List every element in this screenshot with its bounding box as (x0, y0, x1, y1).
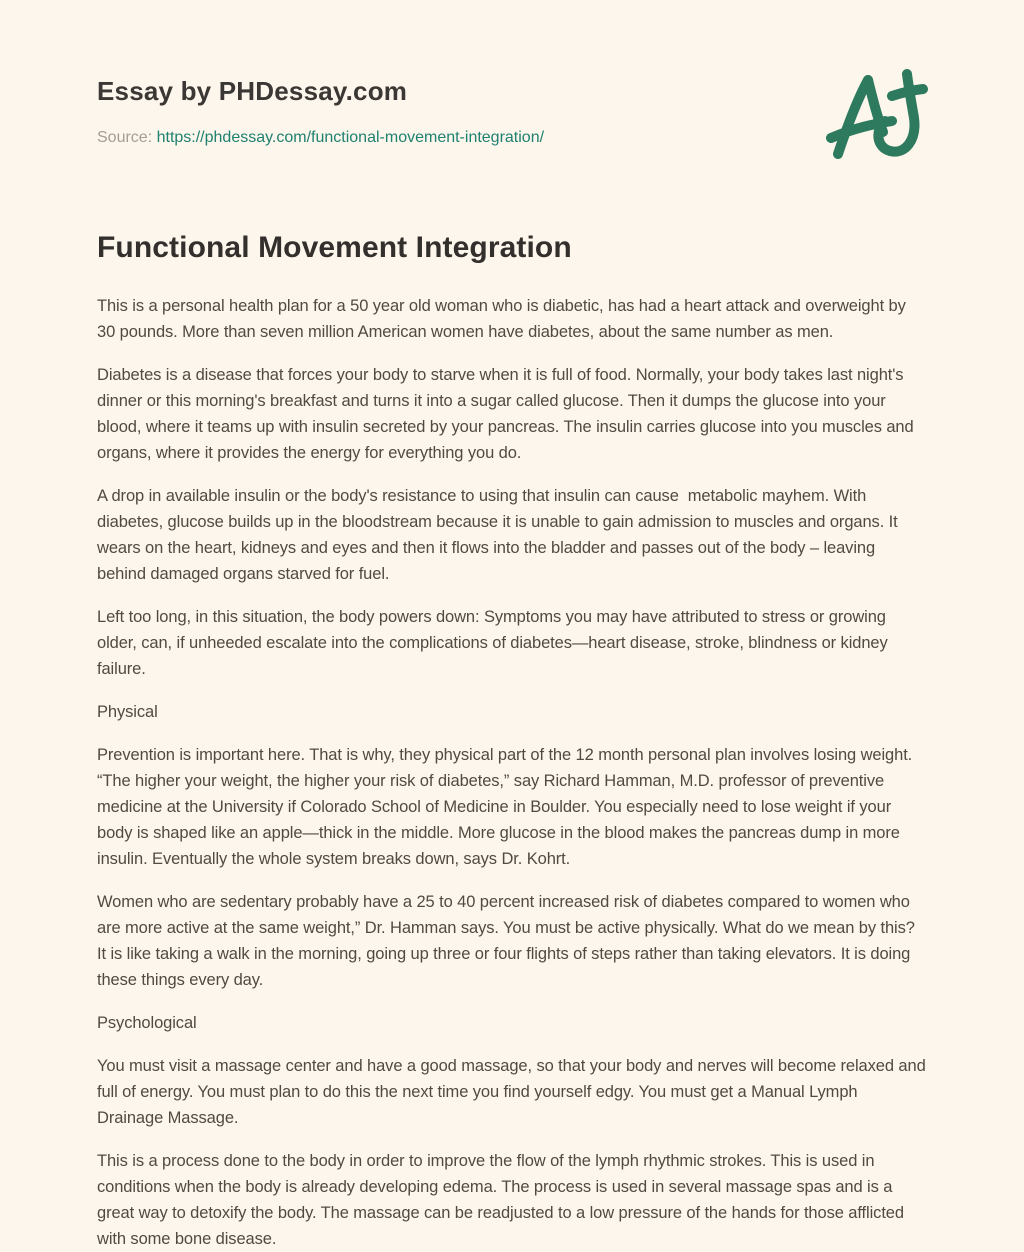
page-header-title: Essay by PHDessay.com (97, 76, 408, 106)
essay-paragraph: This is a personal health plan for a 50 year old woman who is diabetic, has had a heart attack and overweight by 30 pounds. More than seven million American women have diabetes, about the same number as men. (97, 297, 906, 341)
essay-paragraph: Prevention is important here. That is why, they physical part of the 12 month personal plan involves losing weight. “The higher your weight, the higher your risk of diabetes,” say Richard Hamman, M.D. professor of preventive medicine at the University if Colorado School of Medicine in Boulder. You especially need to lose weight if your body is shaped like an apple—thick in the middle. More glucose in the blood makes the pancreas dump in more insulin. Eventually the whole system breaks down, says Dr. Kohrt. (97, 746, 913, 868)
section-heading-psychological: Psychological (97, 1014, 197, 1032)
essay-paragraph: This is a process done to the body in order to improve the flow of the lymph rhythmic strokes. This is used in conditions when the body is already developing edema. The process is used in several massage spas and is a great way to detoxify the body. The massage can be readjusted to a low pressure of the hands for those afflicted with some bone disease. (97, 1152, 904, 1248)
essay-paragraph: Women who are sedentary probably have a 25 to 40 percent increased risk of diabetes compared to women who are more active at the same weight,” Dr. Hamman says. You must be active physically. What do we mean by this? It is like taking a walk in the morning, going up three or four flights of steps rather than taking elevators. It is doing these things every day. (97, 893, 915, 989)
essay-paragraph: A drop in available insulin or the body's resistance to using that insulin can cause metabolic mayhem. With diabetes, glucose builds up in the bloodstream because it is unable to gain admission to muscles and organs. It wears on the heart, kidneys and eyes and then it flows into the bladder and passes out of the body – leaving behind damaged organs starved for fuel. (97, 487, 898, 583)
essay-paragraph: Left too long, in this situation, the body powers down: Symptoms you may have attributed to stress or growing older, can, if unheeded escalate into the complications of diabetes—heart disease, stroke, blindness or kidney failure. (97, 608, 888, 678)
essay-title: Functional Movement Integration (97, 231, 572, 264)
essay-body (97, 293, 927, 1252)
source-link[interactable]: https://phdessay.com/functional-movement-integration/ (156, 129, 545, 146)
source-line (97, 129, 927, 147)
section-heading-physical: Physical (97, 703, 158, 721)
essay-paragraph: You must visit a massage center and have a good massage, so that your body and nerves will become relaxed and full of energy. You must plan to do this the next time you find yourself edgy. You must get a Manual Lymph Drainage Massage. (97, 1057, 926, 1127)
source-label: Source: (97, 129, 153, 146)
phdessay-logo-icon (826, 66, 928, 164)
essay-paragraph: Diabetes is a disease that forces your body to starve when it is full of food. Normally, your body takes last night's dinner or this morning's breakfast and turns it into a sugar called glucose. Then it dumps the glucose into your blood, where it teams up with insulin secreted by your pancreas. The insulin carries glucose into you muscles and organs, where it provides the energy for everything you do. (97, 366, 914, 462)
